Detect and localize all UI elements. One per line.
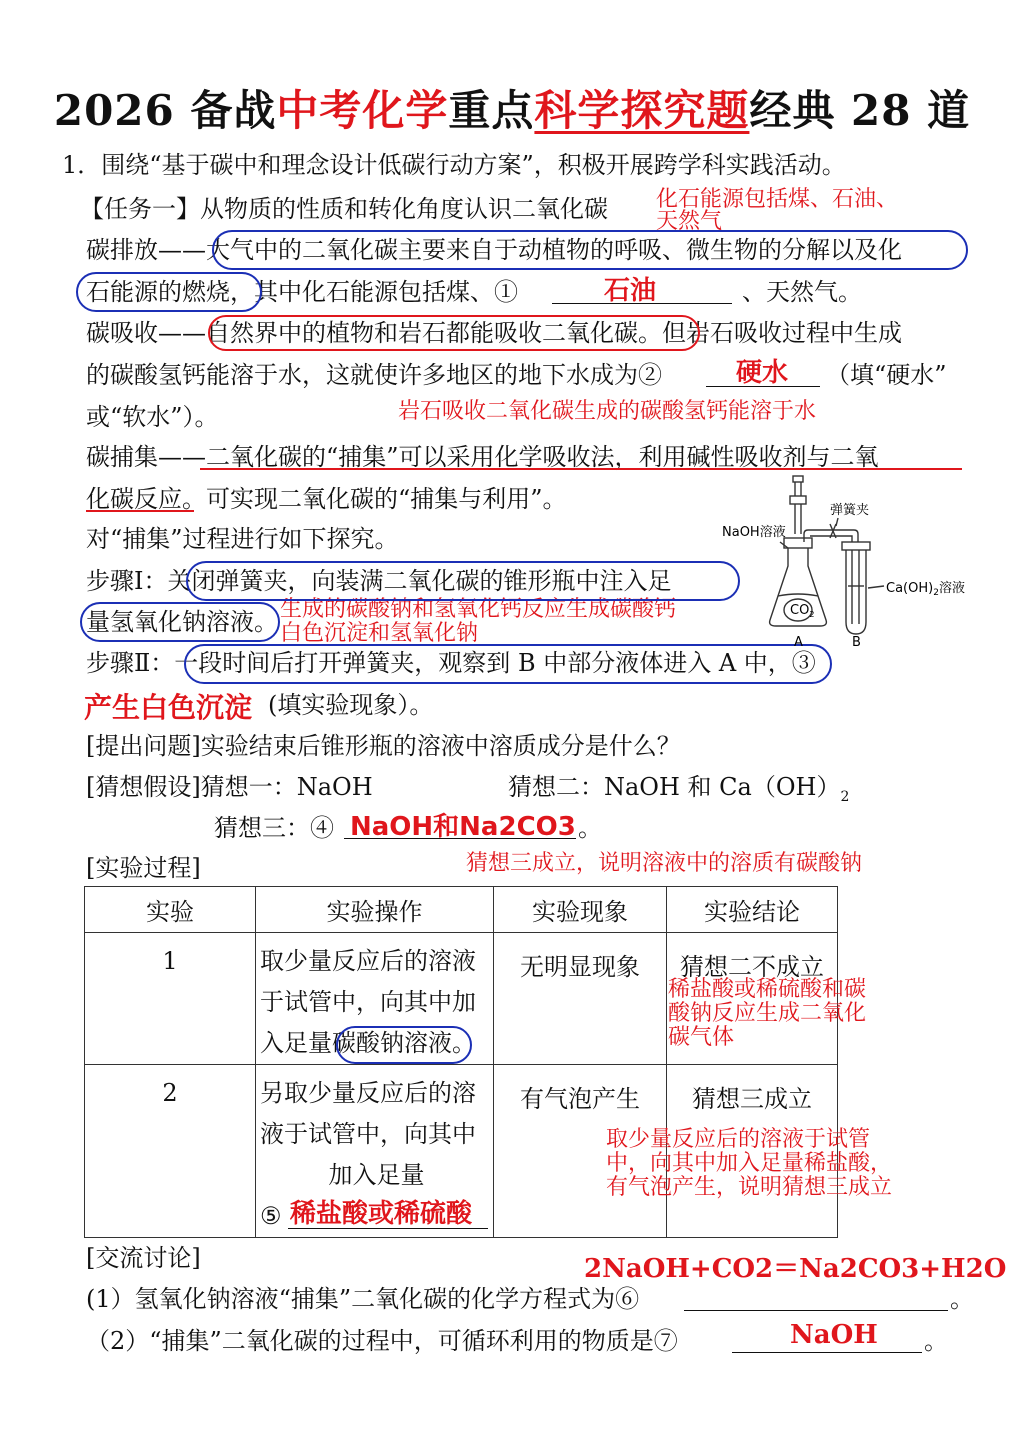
discussion-1: (1）氢氧化钠溶液“捕集”二氧化碳的化学方程式为⑥ xyxy=(86,1285,640,1313)
absorb-line-3: 或“软水”）。 xyxy=(86,403,219,431)
absorb-line-1: 碳吸收——自然界中的植物和岩石都能吸收二氧化碳。但岩石吸收过程中生成 xyxy=(86,319,902,347)
absorb-line-2: 的碳酸氢钙能溶于水，这就使许多地区的地下水成为② xyxy=(86,361,662,389)
tube-b-label: B xyxy=(852,635,861,650)
pointer-line xyxy=(868,586,884,588)
caoh-label: $Ca(OH)_2$溶液 xyxy=(886,581,965,598)
hypothesis-three-end: 。 xyxy=(578,814,602,842)
table-header: 实验结论 xyxy=(667,887,838,933)
highlight-oval xyxy=(76,272,262,312)
table-cell: 有气泡产生 xyxy=(494,1065,667,1238)
answer-6: 2NaOH+CO2＝Na2CO3+H2O xyxy=(584,1254,1007,1284)
highlight-oval xyxy=(208,315,700,351)
note-rock-absorb: 岩石吸收二氧化碳生成的碳酸氢钙能溶于水 xyxy=(398,399,817,424)
note-hypothesis-three: 猜想三成立，说明溶液中的溶质有碳酸钠 xyxy=(466,851,863,876)
funnel-top xyxy=(793,476,803,482)
apparatus-diagram xyxy=(718,474,978,652)
table-header: 实验 xyxy=(85,887,256,933)
flask-liquid-line xyxy=(778,594,818,596)
funnel-valve xyxy=(790,496,806,504)
note-fossil-fuels-2: 天然气 xyxy=(656,209,723,234)
answer-7: NaOH xyxy=(790,1320,878,1350)
discussion-2-end: 。 xyxy=(924,1327,948,1355)
title-highlight-underlined: 科学探究题 xyxy=(534,86,750,135)
table-cell: 另取少量反应后的溶 液于试管中，向其中 加入足量 ⑤ xyxy=(256,1065,494,1238)
table-cell: 无明显现象 xyxy=(494,933,667,1065)
note-precipitate-2: 白色沉淀和氢氧化钠 xyxy=(280,621,479,646)
hypothesis-three: 猜想三：④ xyxy=(214,814,334,842)
flask-stopper xyxy=(784,538,812,548)
apparatus-svg xyxy=(718,474,978,652)
table-cell: 1 xyxy=(85,933,256,1065)
answer-3: 产生白色沉淀 xyxy=(84,691,253,724)
answer-4: NaOH和Na2CO3 xyxy=(350,812,576,842)
step-one-line-2: 量氢氧化钠溶液。 xyxy=(86,608,278,636)
title-part: 2026 备战 xyxy=(53,86,277,135)
process-heading: [实验过程] xyxy=(86,854,201,882)
absorb-line-2-end: （填“硬水” xyxy=(826,361,947,389)
capture-line-1: 碳捕集——二氧化碳的“捕集”可以采用化学吸收法，利用碱性吸收剂与二氧 xyxy=(86,443,879,471)
test-tube-stopper xyxy=(842,542,870,550)
step-one-line-1: 步骤Ⅰ：关闭弹簧夹，向装满二氧化碳的锥形瓶中注入足 xyxy=(86,567,672,595)
table-header: 实验现象 xyxy=(494,887,667,933)
emission-line-2-end: 、天然气。 xyxy=(742,278,862,306)
table-cell: 2 xyxy=(85,1065,256,1238)
title-part: 重点 xyxy=(448,86,535,135)
note-verify: 取少量反应后的溶液于试管 中，向其中加入足量稀盐酸， 有气泡产生，说明猜想三成立 xyxy=(606,1127,893,1200)
answer-1: 石油 xyxy=(604,276,657,306)
co2-label: $CO_2$ xyxy=(790,603,815,619)
naoh-label: NaOH溶液 xyxy=(722,525,786,540)
note-precipitate: 生成的碳酸钠和氢氧化钙反应生成碳酸钙 xyxy=(280,597,677,622)
hypothesis-one: [猜想假设]猜想一：NaOH xyxy=(86,773,373,801)
highlight-oval xyxy=(212,230,968,270)
table-cell: 猜想三成立 xyxy=(667,1065,838,1238)
highlight-oval xyxy=(336,1026,472,1064)
discussion-2: （2）“捕集”二氧化碳的过程中，可循环利用的物质是⑦ xyxy=(86,1327,678,1355)
highlight-oval xyxy=(80,602,280,642)
table-cell: 取少量反应后的溶液 于试管中，向其中加 入足量碳酸钠溶液。 xyxy=(256,933,494,1065)
problem-statement: [提出问题]实验结束后锥形瓶的溶液中溶质成分是什么？ xyxy=(86,732,681,760)
discussion-heading: [交流讨论] xyxy=(86,1244,201,1272)
emission-line-2: 石能源的燃烧，其中化石能源包括煤、① xyxy=(86,278,518,306)
test-tube-b xyxy=(846,548,866,634)
page-title xyxy=(0,78,1024,138)
note-fossil-fuels: 化石能源包括煤、石油、 xyxy=(656,187,899,212)
hypothesis-two: 猜想二：NaOH 和 $Ca(OH)_2$ xyxy=(508,773,850,805)
question-intro: 1．围绕“基于碳中和理念设计低碳行动方案”，积极开展跨学科实践活动。 xyxy=(62,151,846,179)
pointer-line xyxy=(836,518,838,526)
task-one: 【任务一】从物质的性质和转化角度认识二氧化碳 xyxy=(80,195,608,223)
blank-7 xyxy=(732,1352,922,1353)
blank-6 xyxy=(684,1310,948,1311)
capture-line-3: 对“捕集”过程进行如下探究。 xyxy=(86,525,399,553)
answer-5: 稀盐酸或稀硫酸 xyxy=(290,1199,473,1229)
emission-line-1: 碳排放——大气中的二氧化碳主要来自于动植物的呼吸、微生物的分解以及化 xyxy=(86,236,902,264)
title-highlight: 中考化学 xyxy=(276,86,449,135)
note-acid-reaction: 稀盐酸或稀硫酸和碳 酸钠反应生成二氧化 碳气体 xyxy=(668,977,867,1050)
table-header: 实验操作 xyxy=(256,887,494,933)
highlight-oval xyxy=(186,561,740,601)
underline-mark xyxy=(200,468,962,470)
capture-line-2: 化碳反应。可实现二氧化碳的“捕集与利用”。 xyxy=(86,485,567,513)
discussion-1-end: 。 xyxy=(950,1285,974,1313)
table-header-row xyxy=(85,887,838,933)
flask-a-label: A xyxy=(794,635,803,650)
clip-label: 弹簧夹 xyxy=(830,503,870,518)
underline-mark xyxy=(86,510,194,512)
answer-2: 硬水 xyxy=(736,358,789,388)
table-cell: 猜想二不成立 xyxy=(667,933,838,1065)
step-two-line-1: 步骤Ⅱ：一段时间后打开弹簧夹，观察到 B 中部分液体进入 A 中，③ xyxy=(86,649,816,677)
step-two-line-2: (填实验现象）。 xyxy=(268,691,434,719)
title-part: 经典 28 道 xyxy=(749,86,971,135)
